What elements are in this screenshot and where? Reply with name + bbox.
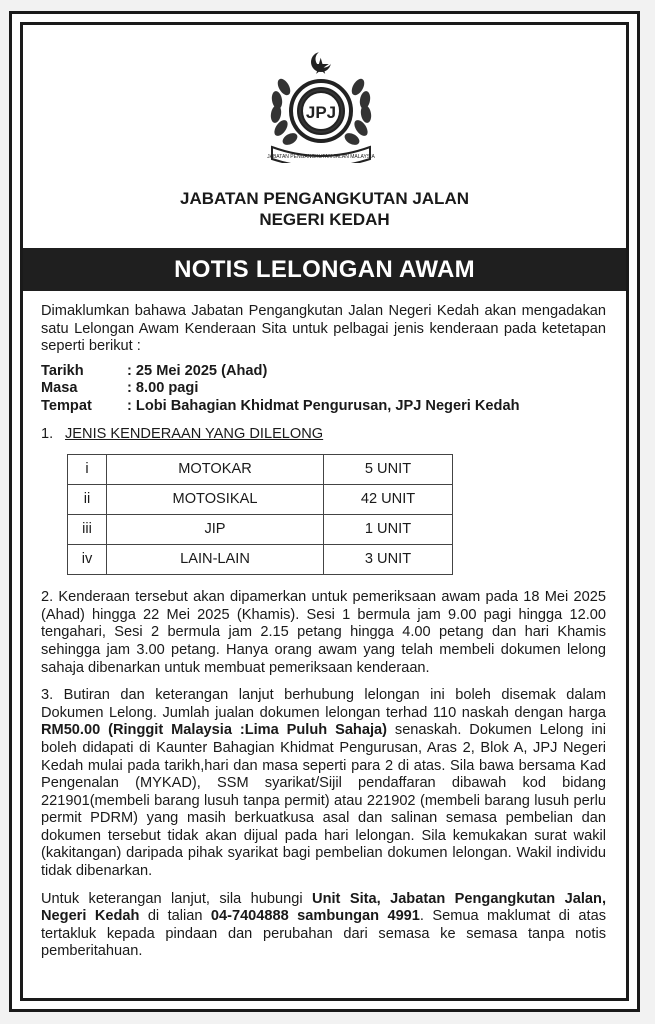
detail-value: : 8.00 pagi: [127, 380, 199, 397]
auction-details: [41, 363, 606, 416]
section-title: JENIS KENDERAAN YANG DILELONG: [65, 425, 324, 442]
contact-paragraph: [41, 891, 606, 961]
notice-inner-frame: [20, 22, 629, 1001]
paragraph-2: 2. Kenderaan tersebut akan dipamerkan untuk pemeriksaan awam pada 18 Mei 2025 (Ahad) hingga 22 Mei 2025 (Khamis). Sesi 1 bermula jam 9.00 pagi hingga 12.00 tengahari, Sesi 2 bermula jam 2.15 petang hingga 4.00 petang dan hari Khamis sehingga jam 3.00 petang. Hanya orang awam yang telah membeli dokumen lelong sahaja dibenarkan untuk membuat pemeriksaan kenderaan.: [41, 589, 606, 676]
detail-value: : 25 Mei 2025 (Ahad): [127, 362, 268, 379]
table-cell-qty: 42 UNIT: [324, 485, 453, 515]
detail-label: Tempat: [41, 397, 92, 414]
detail-row-venue: [41, 398, 606, 416]
table-cell-type: JIP: [107, 515, 324, 545]
table-row: [68, 515, 453, 545]
jpj-emblem-icon: [264, 47, 378, 163]
detail-value: : Lobi Bahagian Khidmat Pengurusan, JPJ Negeri Kedah: [127, 397, 520, 414]
notice-outer-frame: [9, 11, 640, 1012]
department-name: [23, 188, 626, 230]
table-row: [68, 545, 453, 575]
department-line2: NEGERI KEDAH: [259, 210, 390, 229]
emblem-monogram: JPJ: [305, 103, 337, 122]
notice-title: NOTIS LELONGAN AWAM: [23, 248, 626, 291]
table-row: [68, 485, 453, 515]
table-cell-qty: 1 UNIT: [324, 515, 453, 545]
intro-paragraph: Dimaklumkan bahawa Jabatan Pengangkutan Jalan Negeri Kedah akan mengadakan satu Lelongan Awam Kenderaan Sita untuk pelbagai jenis kenderaan pada ketetapan seperti berikut :: [41, 303, 606, 355]
contact-phone: 04-7404888 sambungan 4991: [210, 908, 420, 925]
contact-unit: Unit Sita, Jabatan Pengangkutan Jalan, Negeri Kedah: [41, 890, 606, 925]
detail-label: Tarikh: [41, 362, 84, 379]
detail-row-time: [41, 380, 606, 398]
table-cell-no: iv: [68, 545, 107, 575]
section-1-heading: [41, 426, 606, 444]
paragraph-3-text: 3. Butiran dan keterangan lanjut berhubung lelongan ini boleh disemak dalam Dokumen Lelong. Jumlah jualan dokumen lelongan terhad 110 naskah dengan harga: [41, 687, 606, 721]
table-cell-type: MOTOSIKAL: [107, 485, 324, 515]
paragraph-3: [41, 687, 606, 881]
table-cell-qty: 3 UNIT: [324, 545, 453, 575]
table-cell-type: LAIN-LAIN: [107, 545, 324, 575]
section-number: 1.: [41, 425, 54, 442]
emblem-ribbon-text: JABATAN PENGANGKUTAN JALAN MALAYSIA: [267, 154, 375, 160]
detail-row-date: [41, 363, 606, 381]
table-cell-type: MOTOKAR: [107, 455, 324, 485]
table-cell-qty: 5 UNIT: [324, 455, 453, 485]
notice-content: [41, 303, 606, 961]
table-cell-no: iii: [68, 515, 107, 545]
contact-text: Untuk keterangan lanjut, sila hubungi: [41, 890, 313, 907]
vehicle-table: [67, 454, 453, 575]
document-price: RM50.00 (Ringgit Malaysia :Lima Puluh Sahaja): [41, 722, 387, 739]
contact-text: di talian: [139, 908, 211, 925]
table-cell-no: ii: [68, 485, 107, 515]
contact-text: . Semua maklumat di atas tertakluk kepada pindaan dan perubahan dari semasa ke semasa tanpa notis pemberitahuan.: [41, 908, 606, 960]
paragraph-3-text: senaskah. Dokumen Lelong ini boleh didapati di Kaunter Bahagian Khidmat Pengurusan, Aras 2, Blok A, JPJ Negeri Kedah mulai pada tarikh,hari dan masa seperti para 2 di atas. Sila bawa bersama Kad Pengenalan (MYKAD), SSM syarikat/Sijil pendaffaran dibawah kod bidang 221901(membeli barang lusuh tanpa permit) atau 221902 (membeli barang lusuh perlu permit PDRM) yang masih berkuatkusa asal dan salinan semasa pembelian dan dokumen tersebut tidak akan dijual pada hari lelongan. Sila kemukakan surat wakil (kakitangan) daripada pihak syarikat bagi pembelian dokumen lelongan. Wakil individu tidak dibenarkan.: [41, 722, 606, 880]
table-cell-no: i: [68, 455, 107, 485]
table-row: [68, 455, 453, 485]
department-line1: JABATAN PENGANGKUTAN JALAN: [180, 189, 469, 208]
detail-label: Masa: [41, 380, 78, 397]
